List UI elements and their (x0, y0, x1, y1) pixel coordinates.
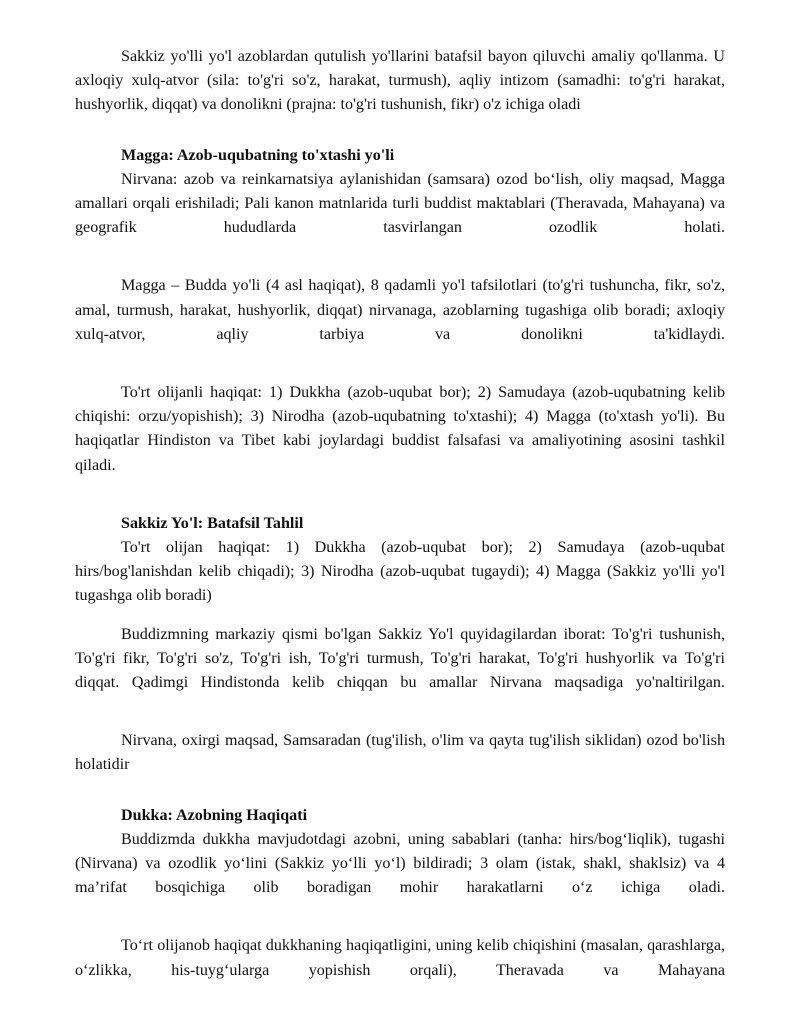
paragraph-eightfold-list: Buddizmning markaziy qismi bo'lgan Sakkiz Yo'l quyidagilardan iborat: To'g'ri tushunish, To'g'ri fikr, To'g'ri so'z, To'g'ri ish, To'g'ri turmush, To'g'ri harakat, To'g'ri hushyorlik va To'g'ri diqqat. Qadimgi Hindistonda kelib chiqqan bu amallar Nirvana maqsadiga yo'naltirilgan. (75, 625, 725, 692)
paragraph-nirvana-goal: Nirvana, oxirgi maqsad, Samsaradan (tug'ilish, o'lim va qayta tug'ilish siklidan) ozod bo'lish holatidir (75, 732, 725, 774)
paragraph-dukkha-meaning: Buddizmda dukkha mavjudotdagi azobni, uning sabablari (tanha: hirs/bogʻliqlik), tugashi (Nirvana) va ozodlik yoʻlini (Sakkiz yoʻlli yoʻl) bildiradi; 3 olam (istak, shakl, shaklsiz) va 4 maʼrifat bosqichiga olib boradigan mohir harakatlarni oʻz ichiga oladi. (75, 830, 725, 897)
document-page (75, 45, 725, 983)
heading-magga: Magga: Azob-uqubatning to'xtashi yo'li (121, 146, 395, 164)
paragraph-magga-path: Magga – Budda yo'li (4 asl haqiqat), 8 qadamli yo'l tafsilotlari (to'g'ri tushuncha, fikr, so'z, amal, turmush, harakat, hushyorlik, diqqat) nirvanaga, azoblarning tugashiga olib boradi; axloqiy xulq-atvor, aqliy tarbiya va donolikni ta'kidlaydi. (75, 277, 725, 343)
paragraph-nirvana-definition: Nirvana: azob va reinkarnatsiya aylanishidan (samsara) ozod boʻlish, oliy maqsad, Magga amallari orqali erishiladi; Pali kanon matnlarida turli buddist maktablari (Theravada, Mahayana) va geografik hududlarda tasvirlangan ozodlik holati. (75, 170, 725, 237)
paragraph-noble-truths-continued: Toʻrt olijanob haqiqat dukkhaning haqiqatligini, uning kelib chiqishini (masalan, qarashlarga, oʻzlikka, his-tuygʻularga yopishish orqali), Theravada va Mahayana (75, 937, 725, 979)
heading-dukkha: Dukka: Azobning Haqiqati (121, 806, 308, 824)
heading-eightfold-analysis: Sakkiz Yo'l: Batafsil Tahlil (121, 514, 304, 532)
paragraph-four-noble-truths: To'rt olijan haqiqat: 1) Dukkha (azob-uqubat bor); 2) Samudaya (azob-uqubat hirs/bog'lanishdan kelib chiqadi); 3) Nirodha (azob-uqubat tugaydi); 4) Magga (Sakkiz yo'lli yo'l tugashga olib boradi) (75, 539, 725, 605)
paragraph-eightfold-intro: Sakkiz yo'lli yo'l azoblardan qutulish yo'llarini batafsil bayon qiluvchi amaliy qo'llanma. U axloqiy xulq-atvor (sila: to'g'ri so'z, harakat, turmush), aqliy intizom (samadhi: to'g'ri harakat, hushyorlik, diqqat) va donolikni (prajna: to'g'ri tushunish, fikr) o'z ichiga oladi (75, 48, 725, 114)
paragraph-four-truths: To'rt olijanli haqiqat: 1) Dukkha (azob-uqubat bor); 2) Samudaya (azob-uqubatning kelib chiqishi: orzu/yopishish); 3) Nirodha (azob-uqubatning to'xtashi); 4) Magga (to'xtash yo'li). Bu haqiqatlar Hindiston va Tibet kabi joylardagi buddist falsafasi va amaliyotining asosini tashkil qiladi. (75, 384, 725, 474)
